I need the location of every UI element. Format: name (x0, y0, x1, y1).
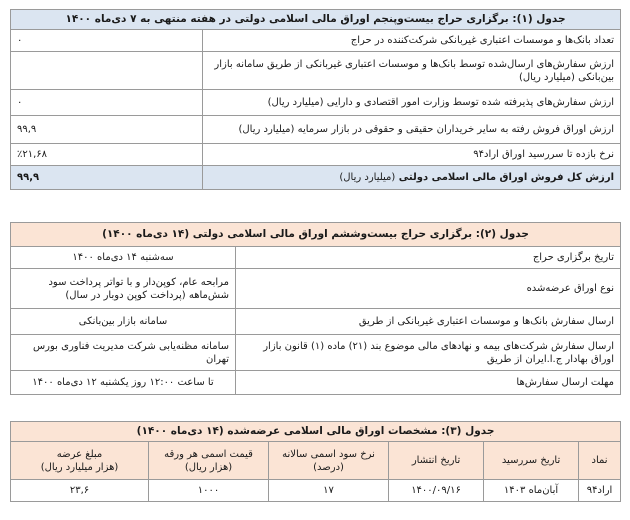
table-3-title: جدول (۳): مشخصات اوراق مالی اسلامی عرضه‌شده (۱۴ دی‌ماه ۱۴۰۰) (11, 422, 621, 442)
table-row (11, 247, 621, 269)
row-value: ۰ (11, 90, 203, 116)
total-label-text: ارزش کل فروش اوراق مالی اسلامی دولتی (398, 172, 615, 183)
table-row (11, 480, 621, 502)
row-value: ۰ (11, 30, 203, 52)
row-label: ارسال سفارش بانک‌ها و موسسات اعتباری غیربانکی از طریق (236, 309, 621, 335)
table-2 (10, 222, 621, 395)
row-label: ارزش اوراق فروش رفته به سایر خریداران حقیقی و حقوقی در بازار سرمایه (میلیارد ریال) (203, 116, 621, 144)
row-value: تا ساعت ۱۲:۰۰ روز یکشنبه ۱۲ دی‌ماه ۱۴۰۰ (11, 371, 236, 395)
row-label: تاریخ برگزاری حراج (236, 247, 621, 269)
table-row (11, 30, 621, 52)
cell-issue-date: ۱۴۰۰/۰۹/۱۶ (389, 480, 484, 502)
row-label: ارزش سفارش‌های ارسال‌شده توسط بانک‌ها و موسسات اعتباری غیربانکی از طریق سامانه بازار بین‌بانکی (میلیارد ریال) (203, 52, 621, 90)
row-label: تعداد بانک‌ها و موسسات اعتباری غیربانکی شرکت‌کننده در حراج (203, 30, 621, 52)
cell-maturity: آبان‌ماه ۱۴۰۳ (484, 480, 579, 502)
column-header: تاریخ انتشار (389, 442, 484, 480)
table-row (11, 335, 621, 371)
row-value: ۹۹,۹ (11, 116, 203, 144)
row-label: ارسال سفارش شرکت‌های بیمه و نهادهای مالی موضوع بند (۲۱) ماده (۱) قانون بازار اوراق بهادار ج.ا.ایران از طریق (236, 335, 621, 371)
table-row (11, 371, 621, 395)
row-value: مرابحه عام، کوپن‌دار و با تواتر پرداخت سود شش‌ماهه (پرداخت کوپن دوبار در سال) (11, 269, 236, 309)
table-row (11, 52, 621, 90)
row-value (11, 52, 203, 90)
total-row (11, 166, 621, 190)
row-label: نوع اوراق عرضه‌شده (236, 269, 621, 309)
cell-rate: ۱۷ (269, 480, 389, 502)
column-header-unit: (هزار ریال) (184, 461, 233, 473)
table-1-title: جدول (۱): برگزاری حراج بیست‌وپنجم اوراق مالی اسلامی دولتی در هفته منتهی به ۷ دی‌ماه ۱۴۰۰ (11, 10, 621, 30)
table-3 (10, 421, 621, 502)
column-header-unit: (هزار میلیارد ریال) (40, 461, 119, 473)
column-header: قیمت اسمی هر ورقه (هزار ریال) (149, 442, 269, 480)
table-row (11, 144, 621, 166)
table-row (11, 90, 621, 116)
table-row (11, 309, 621, 335)
table-row (11, 116, 621, 144)
table-2-title: جدول (۲): برگزاری حراج بیست‌وششم اوراق مالی اسلامی دولتی (۱۴ دی‌ماه ۱۴۰۰) (11, 223, 621, 247)
table-row (11, 269, 621, 309)
header-row (11, 442, 621, 480)
total-label (203, 166, 621, 190)
column-header: نماد (579, 442, 621, 480)
column-header-unit: (درصد) (313, 461, 344, 473)
row-label: نرخ بازده تا سررسید اوراق اراد۹۴ (203, 144, 621, 166)
row-value: سامانه بازار بین‌بانکی (11, 309, 236, 335)
cell-face-value: ۱۰۰۰ (149, 480, 269, 502)
row-value: ٪۲۱,۶۸ (11, 144, 203, 166)
row-label: ارزش سفارش‌های پذیرفته شده توسط وزارت امور اقتصادی و دارایی (میلیارد ریال) (203, 90, 621, 116)
total-value: ۹۹,۹ (11, 166, 203, 190)
row-value: سه‌شنبه ۱۴ دی‌ماه ۱۴۰۰ (11, 247, 236, 269)
cell-offer-amount: ۲۳,۶ (11, 480, 149, 502)
row-label: مهلت ارسال سفارش‌ها (236, 371, 621, 395)
column-header: تاریخ سررسید (484, 442, 579, 480)
table-1 (10, 9, 621, 190)
total-unit: (میلیارد ریال) (339, 172, 396, 183)
column-header: نرخ سود اسمی سالانه (درصد) (269, 442, 389, 480)
column-header: مبلغ عرضه (هزار میلیارد ریال) (11, 442, 149, 480)
row-value: سامانه مظنه‌یابی شرکت مدیریت فناوری بورس تهران (11, 335, 236, 371)
cell-symbol: اراد۹۴ (579, 480, 621, 502)
